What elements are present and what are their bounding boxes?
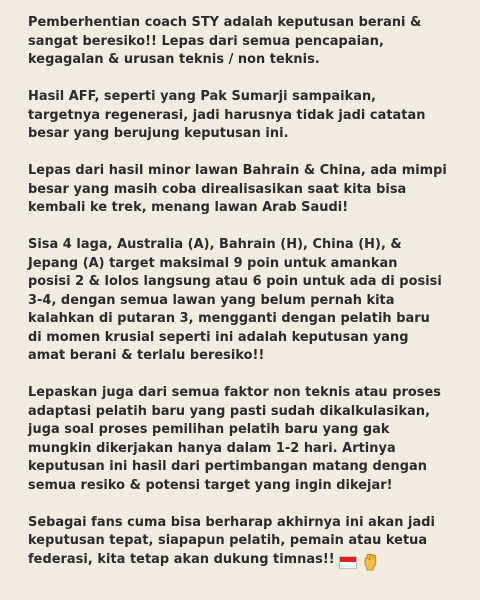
post-text bbox=[28, 14, 460, 572]
paragraph-6 bbox=[28, 514, 460, 573]
paragraph-4: Sisa 4 laga, Australia (A), Bahrain (H), China (H), & Jepang (A) target maksimal 9 poin untuk amankan posisi 2 & lolos langsung atau 6 poin untuk ada di posisi 3-4, dengan semua lawan yang belum pernah kita kalahkan di putaran 3, mengganti dengan pelatih baru di momen krusial seperti ini adalah keputusan yang amat berani & terlalu beresiko!! bbox=[28, 237, 442, 363]
paragraph-1: Pemberhentian coach STY adalah keputusan berani & sangat beresiko!! Lepas dari semua pencapaian, kegagalan & urusan teknis / non teknis. bbox=[28, 15, 422, 67]
indonesia-flag-icon bbox=[339, 556, 357, 569]
paragraph-5: Lepaskan juga dari semua faktor non teknis atau proses adaptasi pelatih baru yang pasti sudah dikalkulasikan, juga soal proses pemilihan pelatih baru yang gak mungkin dikerjakan hanya dalam 1-2 hari. Artinya keputusan ini hasil dari pertimbangan matang dengan semua resiko & potensi target yang ingin dikejar! bbox=[28, 385, 442, 493]
closing-text: Sebagai fans cuma bisa berharap akhirnya ini akan jadi keputusan tepat, siapapun pelatih, pemain atau ketua federasi, kita tetap akan dukung timnas!! bbox=[28, 514, 435, 567]
emoji-group bbox=[339, 553, 378, 572]
raised-fist-icon bbox=[362, 553, 378, 571]
paragraph-3: Lepas dari hasil minor lawan Bahrain & China, ada mimpi besar yang masih coba direalisasikan saat kita bisa kembali ke trek, menang lawan Arab Saudi! bbox=[28, 163, 447, 215]
paragraph-2: Hasil AFF, seperti yang Pak Sumarji sampaikan, targetnya regenerasi, jadi harusnya tidak jadi catatan besar yang berujung keputusan ini. bbox=[28, 89, 426, 141]
